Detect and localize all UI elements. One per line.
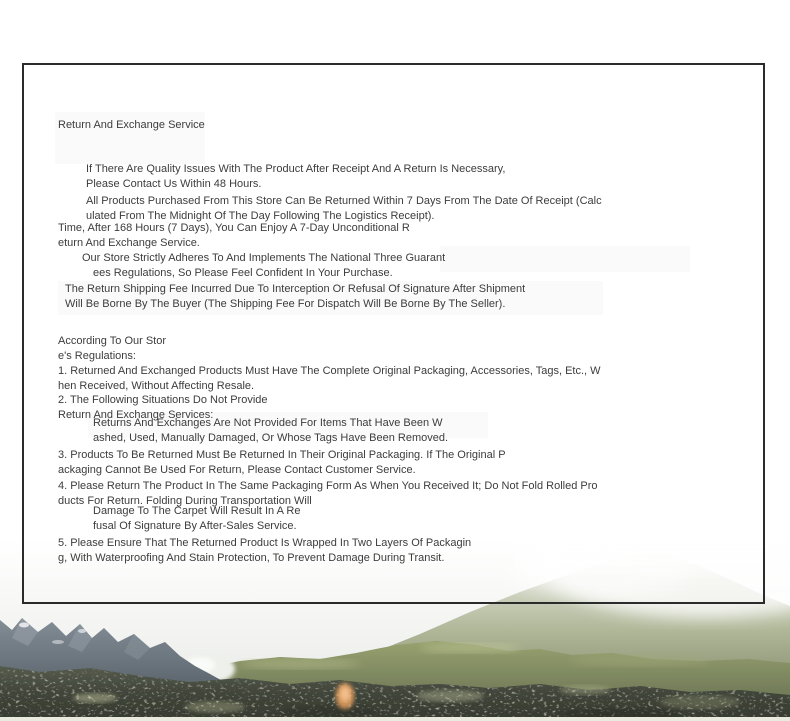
text-line: According To Our Stor — [58, 335, 167, 347]
text-line: 5. Please Ensure That The Returned Product Is Wrapped In Two Layers Of Packagin — [58, 537, 472, 549]
policy-paragraph — [58, 364, 601, 393]
text-line: Please Contact Us Within 48 Hours. — [86, 177, 262, 190]
policy-paragraph — [93, 504, 300, 533]
text-line: Returns And Exchanges Are Not Provided For Items That Have Been W — [93, 417, 443, 429]
text-line: ackaging Cannot Be Used For Return, Please Contact Customer Service. — [58, 463, 416, 476]
policy-paragraph — [82, 251, 445, 280]
text-line: 2. The Following Situations Do Not Provide — [58, 394, 268, 406]
text-line: eturn And Exchange Service. — [58, 236, 200, 249]
text-line: fusal Of Signature By After-Sales Service. — [93, 519, 297, 532]
text-line: Damage To The Carpet Will Result In A Re — [93, 505, 301, 517]
text-line: ducts For Return. Folding During Transportation Will — [58, 494, 312, 507]
text-line: Time, After 168 Hours (7 Days), You Can Enjoy A 7-Day Unconditional R — [58, 222, 410, 234]
policy-paragraph — [93, 416, 448, 445]
text-line: e's Regulations: — [58, 349, 136, 362]
policy-paragraph — [86, 162, 505, 191]
text-line: Return And Exchange Services: — [58, 408, 214, 421]
text-line: Our Store Strictly Adheres To And Implements The National Three Guarant — [82, 252, 446, 264]
policy-paragraph — [58, 448, 506, 477]
text-line: hen Received, Without Affecting Resale. — [58, 379, 255, 392]
text-line: ulated From The Midnight Of The Day Following The Logistics Receipt). — [86, 209, 435, 222]
policy-paragraph — [65, 282, 525, 311]
text-line: g, With Waterproofing And Stain Protection, To Prevent Damage During Transit. — [58, 551, 445, 564]
faint-highlight — [440, 246, 690, 272]
text-line: If There Are Quality Issues With The Product After Receipt And A Return Is Necessary, — [86, 163, 506, 175]
text-line: 4. Please Return The Product In The Same Packaging Form As When You Received It; Do Not Fold Rolled Pro — [58, 480, 598, 492]
policy-paragraph — [58, 536, 471, 565]
page-title: Return And Exchange Service — [58, 119, 205, 131]
text-line: All Products Purchased From This Store Can Be Returned Within 7 Days From The Date Of Receipt (Calc — [86, 195, 602, 207]
text-line: Will Be Borne By The Buyer (The Shipping Fee For Dispatch Will Be Borne By The Seller). — [65, 297, 506, 310]
text-line: 1. Returned And Exchanged Products Must Have The Complete Original Packaging, Accessories, Tags, Etc., W — [58, 365, 601, 377]
policy-paragraph — [86, 194, 602, 223]
policy-paragraph — [58, 221, 410, 250]
text-line: ashed, Used, Manually Damaged, Or Whose Tags Have Been Removed. — [93, 431, 449, 444]
text-line: ees Regulations, So Please Feel Confident In Your Purchase. — [93, 266, 393, 279]
text-line: 3. Products To Be Returned Must Be Returned In Their Original Packaging. If The Original P — [58, 449, 506, 461]
policy-paragraph — [58, 334, 166, 363]
text-line: The Return Shipping Fee Incurred Due To Interception Or Refusal Of Signature After Shipment — [65, 283, 526, 295]
